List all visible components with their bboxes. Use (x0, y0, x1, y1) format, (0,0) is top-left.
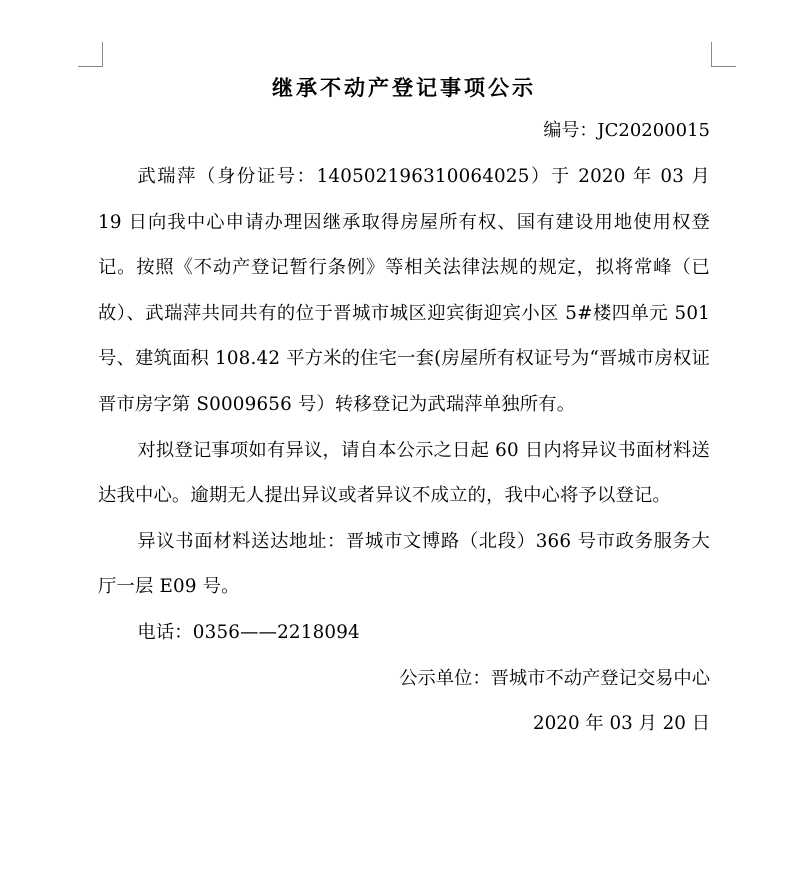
notice-paragraph-objection: 对拟登记事项如有异议，请自本公示之日起 60 日内将异议书面材料送达我中心。逾期无人提出异议或者异议不成立的，我中心将予以登记。 (98, 439, 710, 507)
reference-number: 编号：JC20200015 (543, 120, 710, 141)
page-corner-mark-top-right (711, 42, 736, 67)
notice-paragraph-address: 异议书面材料送达地址：晋城市文博路（北段）366 号市政务服务大厅一层 E09 号。 (98, 530, 710, 598)
page-corner-mark-top-left (78, 42, 103, 67)
notice-phone: 电话：0356——2218094 (137, 621, 360, 643)
notice-date: 2020 年 03 月 20 日 (533, 713, 710, 735)
document-page (98, 68, 710, 747)
notice-title: 继承不动产登记事项公示 (272, 76, 536, 100)
notice-paragraph-main: 武瑞萍（身份证号：140502196310064025）于 2020 年 03 月 19 日向我中心申请办理因继承取得房屋所有权、国有建设用地使用权登记。按照《不动产登记暂行条例》等相关法律法规的规定，拟将常峰（已故）、武瑞萍共同共有的位于晋城市城区迎宾街迎宾小区 5#楼四单元 501 号、建筑面积 108.42 平方米的住宅一套(房屋所有权证号为“晋城市房权证晋市房字第 S0009656 号）转移登记为武瑞萍单独所有。 (98, 166, 710, 415)
issuing-unit: 公示单位：晋城市不动产登记交易中心 (399, 667, 710, 689)
